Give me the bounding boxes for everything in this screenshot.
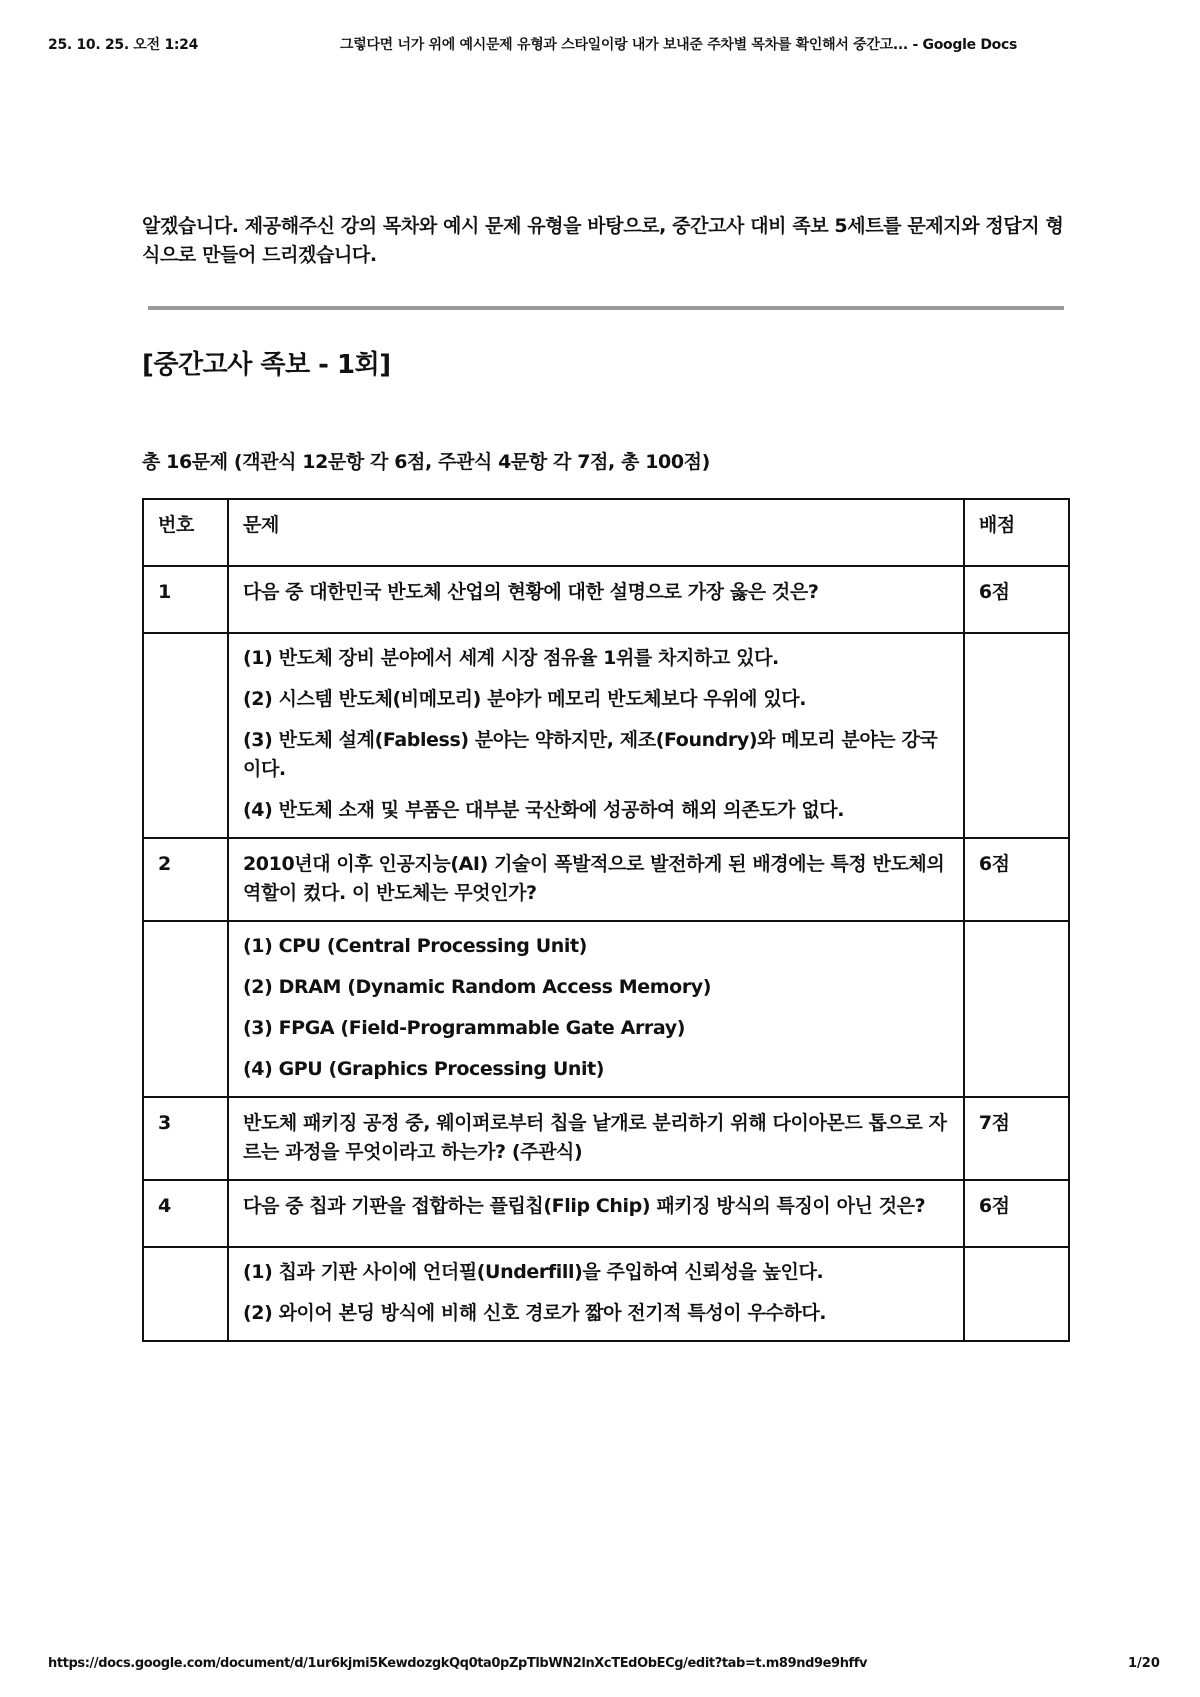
question-text: 다음 중 칩과 기판을 접합하는 플립칩(Flip Chip) 패키징 방식의 특징이 아닌 것은?	[228, 1180, 964, 1247]
table-row-options	[143, 633, 1069, 838]
option-item: (4) 반도체 소재 및 부품은 대부분 국산화에 성공하여 해외 의존도가 없다.	[242, 799, 845, 821]
option-item: (2) 시스템 반도체(비메모리) 분야가 메모리 반도체보다 우위에 있다.	[242, 688, 807, 710]
question-points: 6점	[964, 1180, 1069, 1247]
empty-cell	[964, 1247, 1069, 1341]
print-footer-page-number: 1/20	[1128, 1656, 1160, 1671]
print-header-datetime: 25. 10. 25. 오전 1:24	[48, 37, 199, 53]
table-header-row	[143, 499, 1069, 566]
header-number: 번호	[143, 499, 228, 566]
document-body	[142, 212, 1072, 1342]
option-item: (1) CPU (Central Processing Unit)	[242, 935, 587, 957]
empty-cell	[143, 1247, 228, 1341]
question-points: 6점	[964, 566, 1069, 633]
options-cell	[228, 921, 964, 1097]
question-points: 7점	[964, 1097, 1069, 1180]
option-item: (1) 칩과 기판 사이에 언더필(Underfill)을 주입하여 신뢰성을 높인다.	[242, 1261, 824, 1283]
option-item: (3) 반도체 설계(Fabless) 분야는 약하지만, 제조(Foundry)와 메모리 분야는 강국이다.	[242, 729, 938, 780]
question-number: 3	[143, 1097, 228, 1180]
empty-cell	[143, 921, 228, 1097]
option-item: (4) GPU (Graphics Processing Unit)	[242, 1058, 605, 1080]
table-row-options	[143, 921, 1069, 1097]
question-text: 반도체 패키징 공정 중, 웨이퍼로부터 칩을 낱개로 분리하기 위해 다이아몬드 톱으로 자르는 과정을 무엇이라고 하는가? (주관식)	[228, 1097, 964, 1180]
options-cell	[228, 633, 964, 838]
options-cell	[228, 1247, 964, 1341]
horizontal-divider	[148, 306, 1064, 310]
table-row	[143, 838, 1069, 921]
question-points: 6점	[964, 838, 1069, 921]
question-text: 다음 중 대한민국 반도체 산업의 현황에 대한 설명으로 가장 옳은 것은?	[228, 566, 964, 633]
table-row-options	[143, 1247, 1069, 1341]
section-title: [중간고사 족보 - 1회]	[142, 350, 391, 380]
option-item: (1) 반도체 장비 분야에서 세계 시장 점유율 1위를 차지하고 있다.	[242, 647, 779, 669]
option-item: (2) 와이어 본딩 방식에 비해 신호 경로가 짧아 전기적 특성이 우수하다.	[242, 1302, 827, 1324]
intro-paragraph: 알겠습니다. 제공해주신 강의 목차와 예시 문제 유형을 바탕으로, 중간고사 대비 족보 5세트를 문제지와 정답지 형식으로 만들어 드리겠습니다.	[142, 215, 1064, 266]
print-header-title: 그렇다면 너가 위에 예시문제 유형과 스타일이랑 내가 보내준 주차별 목차를 확인해서 중간고... - Google Docs	[340, 37, 1018, 53]
empty-cell	[143, 633, 228, 838]
option-item: (3) FPGA (Field-Programmable Gate Array)	[242, 1017, 685, 1039]
table-row	[143, 1097, 1069, 1180]
question-number: 4	[143, 1180, 228, 1247]
header-question: 문제	[228, 499, 964, 566]
option-item: (2) DRAM (Dynamic Random Access Memory)	[242, 976, 712, 998]
question-number: 2	[143, 838, 228, 921]
exam-table	[142, 498, 1070, 1342]
table-row	[143, 566, 1069, 633]
table-row	[143, 1180, 1069, 1247]
header-points: 배점	[964, 499, 1069, 566]
empty-cell	[964, 633, 1069, 838]
exam-summary: 총 16문제 (객관식 12문항 각 6점, 주관식 4문항 각 7점, 총 100점)	[142, 451, 710, 473]
empty-cell	[964, 921, 1069, 1097]
question-text: 2010년대 이후 인공지능(AI) 기술이 폭발적으로 발전하게 된 배경에는 특정 반도체의 역할이 컸다. 이 반도체는 무엇인가?	[228, 838, 964, 921]
print-footer-url: https://docs.google.com/document/d/1ur6kjmi5KewdozgkQq0ta0pZpTlbWN2lnXcTEdObECg/edit?tab=t.m89nd9e9hffv	[48, 1656, 868, 1671]
question-number: 1	[143, 566, 228, 633]
